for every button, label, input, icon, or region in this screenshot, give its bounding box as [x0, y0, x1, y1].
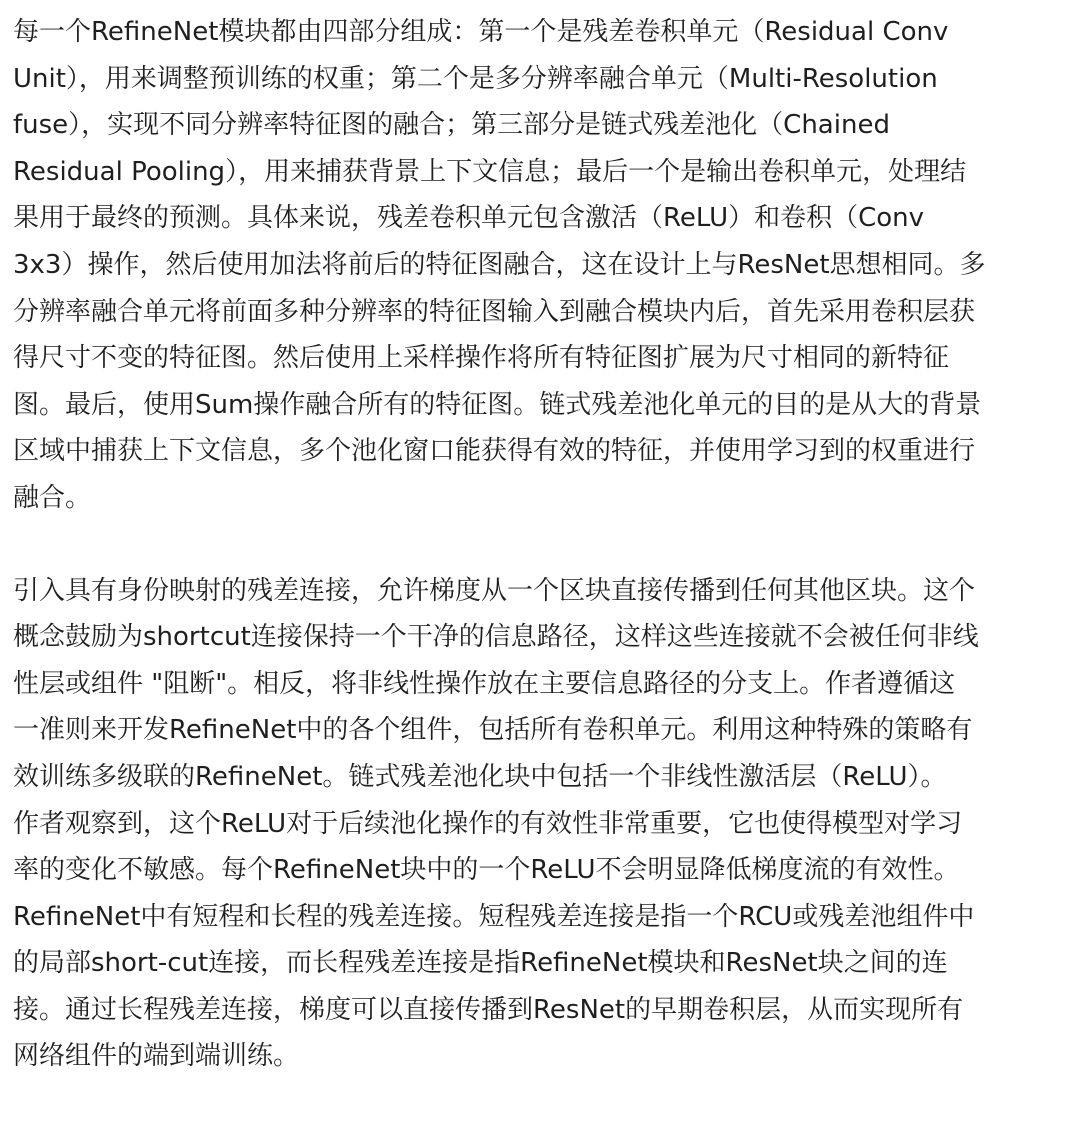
- article-body: [13, 9, 1071, 1080]
- paragraph-refinenet-modules: 每一个RefineNet模块都由四部分组成：第一个是残差卷积单元（Residual Conv Unit），用来调整预训练的权重；第二个是多分辨率融合单元（Multi-Resolution fuse），实现不同分辨率特征图的融合；第三部分是链式残差池化（Chained Residual Pooling），用来捕获背景上下文信息；最后一个是输出卷积单元，处理结 果用于最终的预测。具体来说，残差卷积单元包含激活（ReLU）和卷积（Conv 3x3）操作，然后使用加法将前后的特征图融合，这在设计上与ResNet思想相同。多 分辨率融合单元将前面多种分辨率的特征图输入到融合模块内后，首先采用卷积层获 得尺寸不变的特征图。然后使用上采样操作将所有特征图扩展为尺寸相同的新特征 图。最后，使用Sum操作融合所有的特征图。链式残差池化单元的目的是从大的背景 区域中捕获上下文信息，多个池化窗口能获得有效的特征，并使用学习到的权重进行 融合。: [13, 17, 986, 513]
- paragraph-residual-connections: 引入具有身份映射的残差连接，允许梯度从一个区块直接传播到任何其他区块。这个 概念鼓励为shortcut连接保持一个干净的信息路径，这样这些连接就不会被任何非线 性层或组件 "阻断"。相反，将非线性操作放在主要信息路径的分支上。作者遵循这 一准则来开发RefineNet中的各个组件，包括所有卷积单元。利用这种特殊的策略有 效训练多级联的RefineNet。链式残差池化块中包括一个非线性激活层（ReLU）。 作者观察到，这个ReLU对于后续池化操作的有效性非常重要，它也使得模型对学习 率的变化不敏感。每个RefineNet块中的一个ReLU不会明显降低梯度流的有效性。 RefineNet中有短程和长程的残差连接。短程残差连接是指一个RCU或残差池组件中 的局部short-cut连接，而长程残差连接是指RefineNet模块和ResNet块之间的连 接。通过长程残差连接，梯度可以直接传播到ResNet的早期卷积层，从而实现所有 网络组件的端到端训练。: [13, 575, 979, 1072]
